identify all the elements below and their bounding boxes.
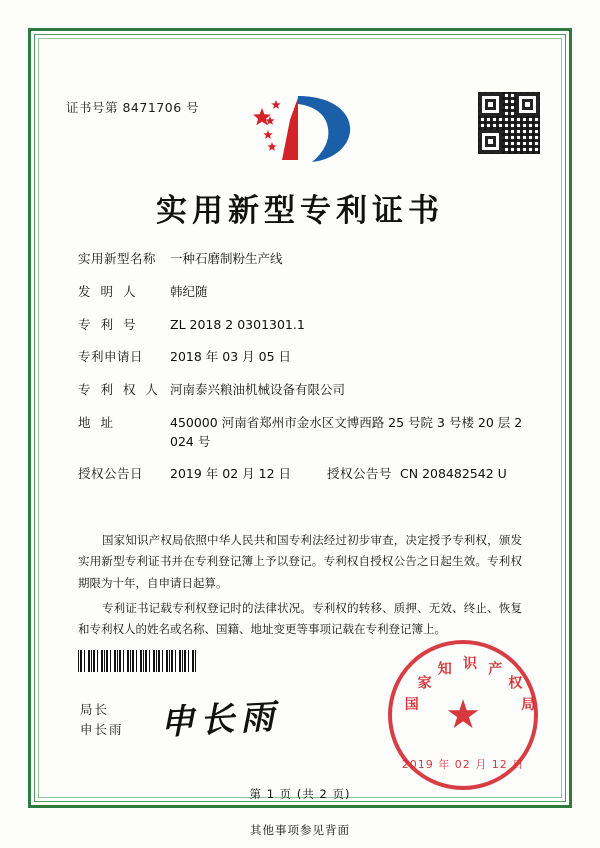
field-label: 发 明 人: [78, 283, 139, 299]
field-value: 一种石磨制粉生产线: [170, 251, 283, 266]
footer-note: 其他事项参见背面: [250, 823, 350, 837]
field-row-grant-announcement: [78, 465, 528, 484]
page-title: 实用新型专利证书: [156, 193, 444, 229]
seal-text-ring: 国 家 知 识 产 权 局: [404, 656, 536, 713]
field-row-inventor: [78, 283, 528, 302]
official-seal: [388, 640, 538, 790]
field-label: 实用新型名称: [78, 251, 157, 266]
field-value: ZL 2018 2 0301301.1: [170, 316, 305, 332]
handwritten-signature: 申长雨: [159, 696, 282, 744]
seal-star-icon: ★: [445, 692, 481, 738]
signature-name-line: 申长雨: [80, 722, 124, 737]
cnipa-logo-icon: [240, 90, 360, 164]
field-label: 专利申请日: [78, 349, 144, 365]
field-value: 河南泰兴粮油机械设备有限公司: [170, 382, 346, 397]
field-value-secondary: CN 208482542 U: [400, 466, 507, 482]
certificate-number: 证书号第 8471706 号: [66, 100, 200, 115]
field-label: 授权公告日: [78, 466, 144, 482]
field-value: 2019 年 02 月 12 日: [170, 466, 291, 482]
signature-title-line: 局长: [80, 702, 110, 717]
legal-paragraph-1: 国家知识产权局依照中华人民共和国专利法经过初步审查，决定授予专利权，颁发实用新型专利证书并在专利登记簿上予以登记。专利权自授权公告之日起生效。专利权期限为十年，自申请日起算。: [78, 533, 522, 590]
field-label: 地 址: [78, 414, 116, 430]
seal-date: 2019 年 02 月 12 日: [401, 758, 525, 771]
field-row-application-date: [78, 348, 528, 367]
field-row-patentee: [78, 381, 528, 400]
legal-paragraph-2: 专利证书记载专利权登记时的法律状况。专利权的转移、质押、无效、终止、恢复和专利权人的姓名或名称、国籍、地址变更等事项记载在专利登记簿上。: [78, 600, 522, 637]
field-row-patent-number: [78, 316, 528, 335]
field-value: 450000 河南省郑州市金水区文博西路 25 号院 3 号楼 20 层 2024 号: [170, 414, 523, 449]
field-label-secondary: 授权公告号: [327, 466, 393, 482]
field-value: 韩纪随: [170, 283, 208, 299]
page-number: 第 1 页 (共 2 页): [249, 787, 351, 801]
qr-code: [478, 92, 540, 154]
signature-block: [80, 700, 124, 740]
qr-finder-bottom-left: [479, 130, 502, 153]
field-label: 专 利 号: [78, 316, 139, 332]
fields-section: [78, 250, 528, 498]
field-row-address: [78, 414, 528, 452]
field-label: 专 利 权 人: [78, 382, 161, 397]
barcode: [78, 650, 196, 672]
field-row-utility-model-name: [78, 250, 528, 269]
legal-text-section: [78, 530, 522, 644]
field-value: 2018 年 03 月 05 日: [170, 349, 291, 365]
